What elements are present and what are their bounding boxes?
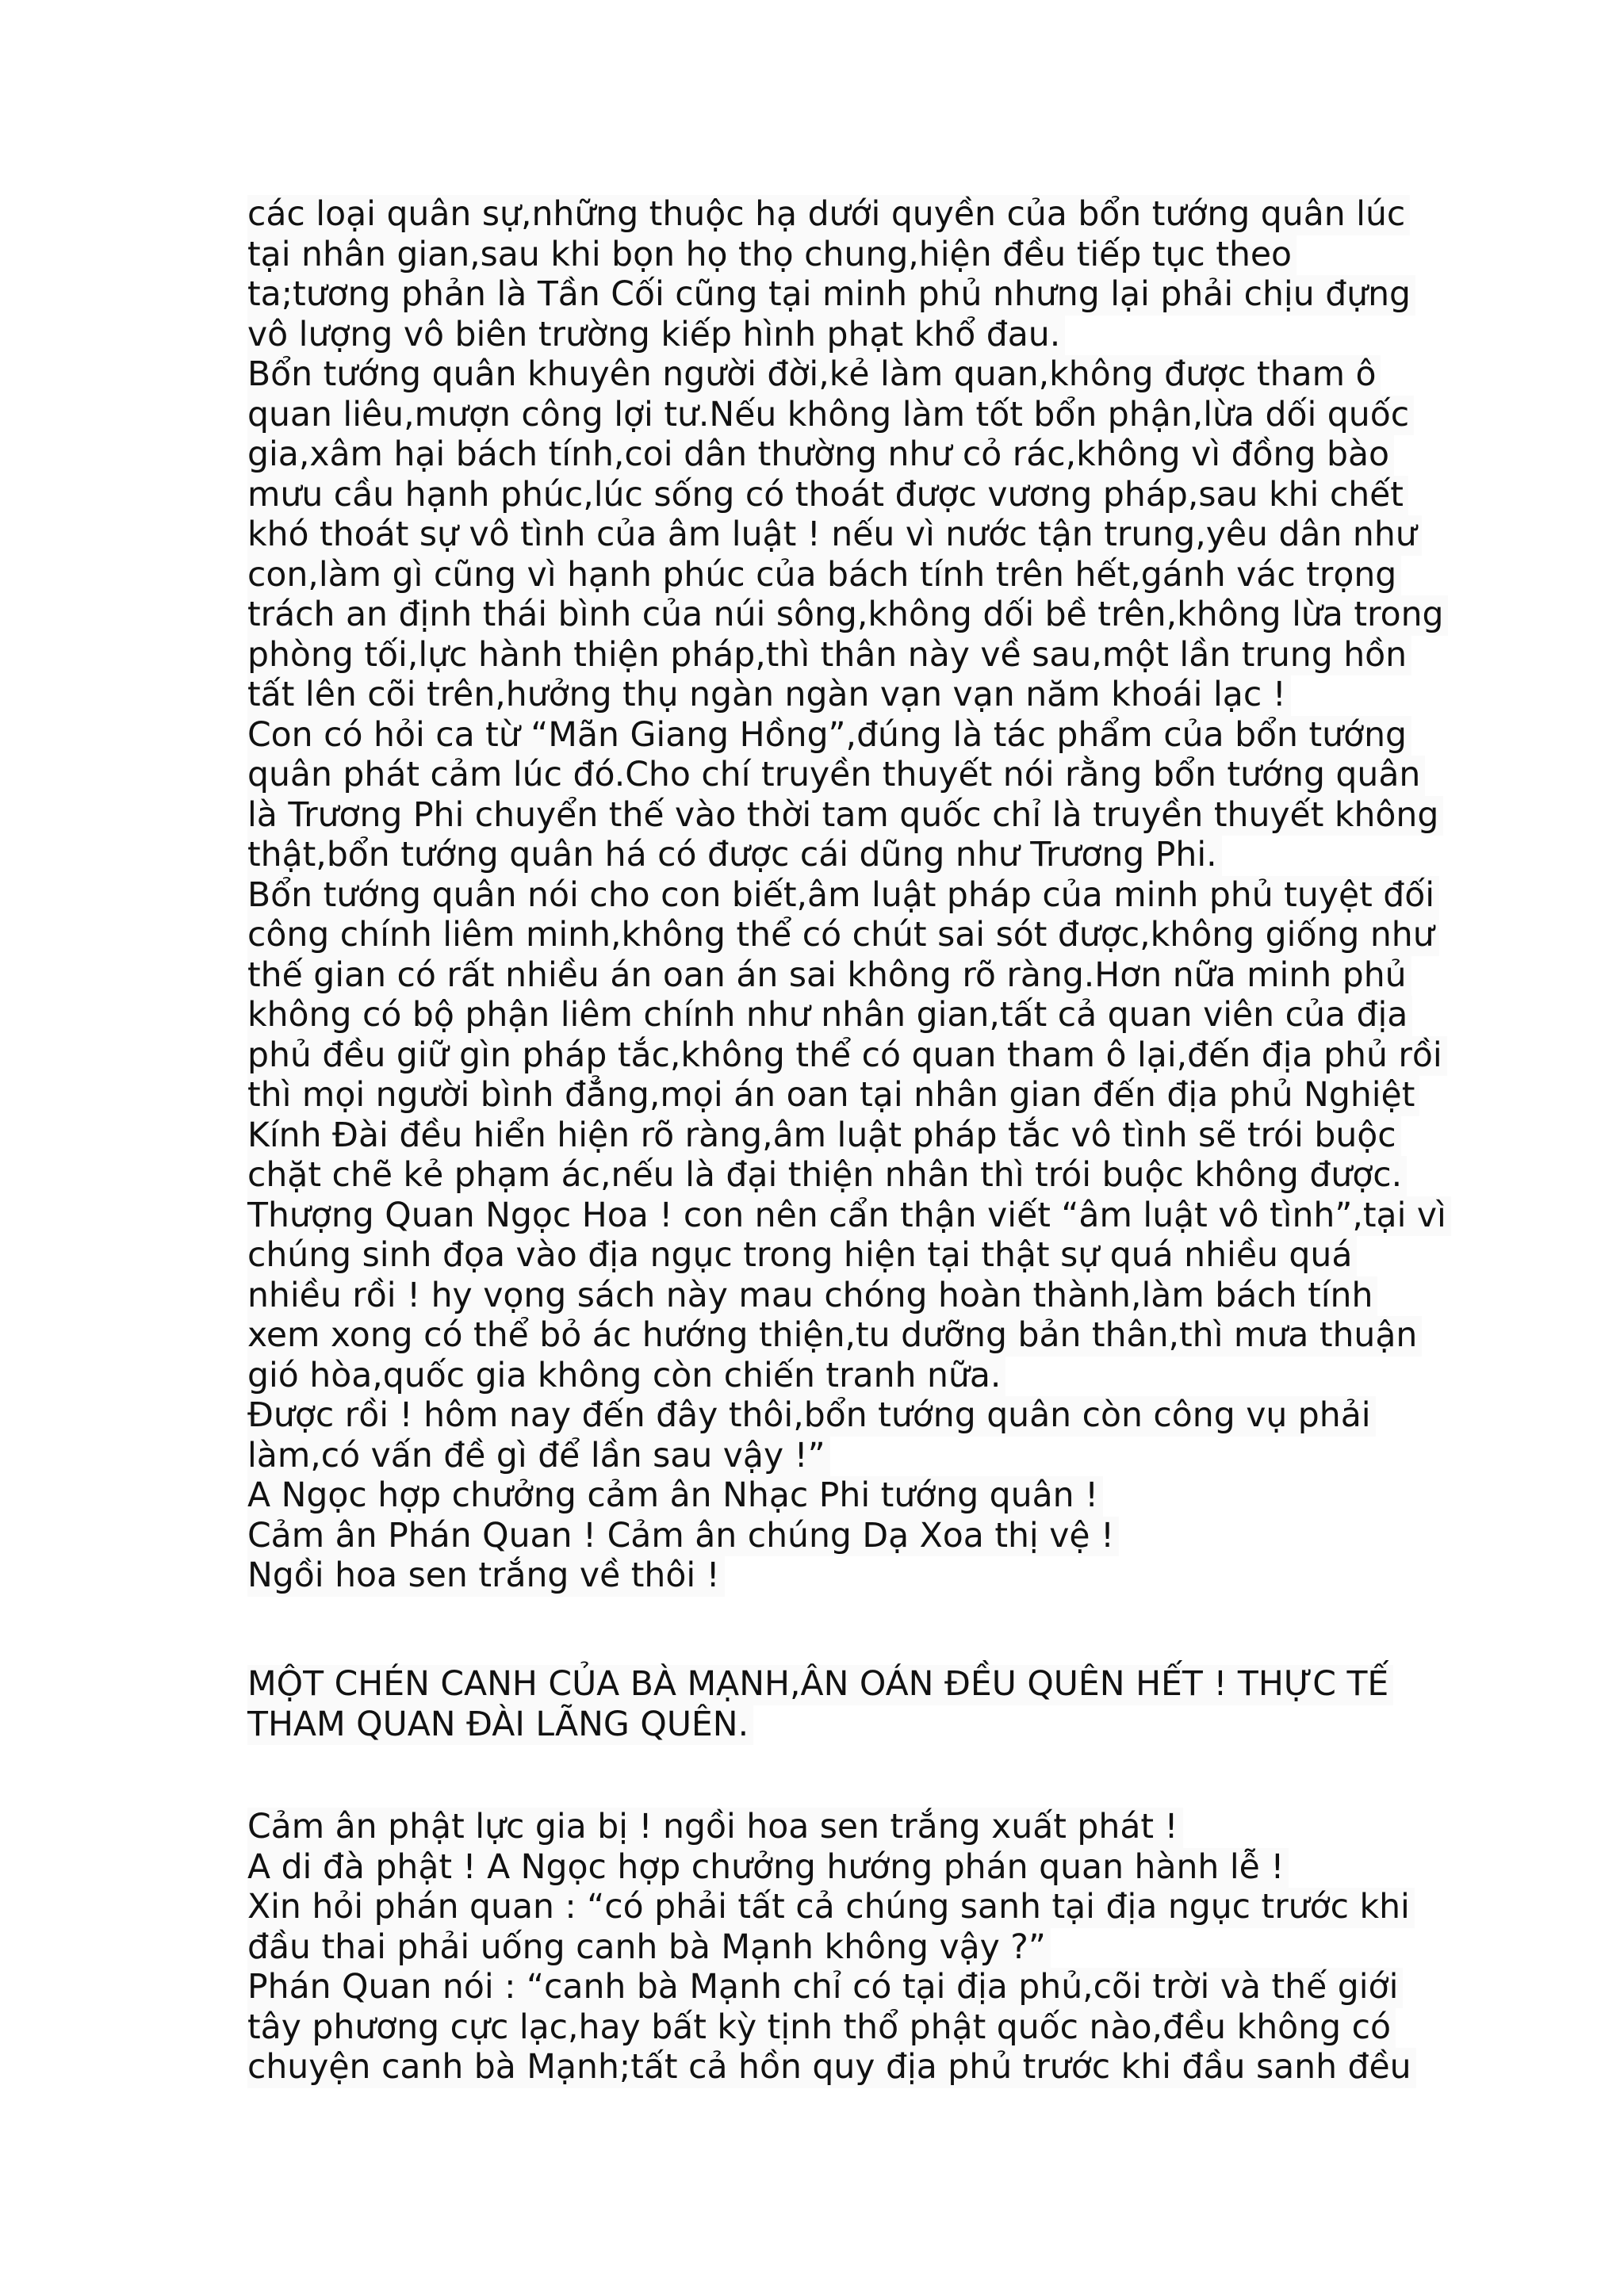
- text-line: Cảm ân phật lực gia bị ! ngồi hoa sen trắng xuất phát !: [247, 1808, 1421, 1848]
- text-line: con,làm gì cũng vì hạnh phúc của bách tính trên hết,gánh vác trọng: [247, 556, 1421, 596]
- text-line: khó thoát sự vô tình của âm luật ! nếu vì nước tận trung,yêu dân như: [247, 515, 1421, 556]
- text-line: Con có hỏi ca từ “Mãn Giang Hồng”,đúng là tác phẩm của bổn tướng: [247, 716, 1421, 756]
- heading-line: MỘT CHÉN CANH CỦA BÀ MẠNH,ÂN OÁN ĐỀU QUÊN HẾT ! THỰC TẾ: [247, 1665, 1421, 1705]
- text-line: A di đà phật ! A Ngọc hợp chưởng hướng phán quan hành lễ !: [247, 1848, 1421, 1888]
- text-line: không có bộ phận liêm chính như nhân gian,tất cả quan viên của địa: [247, 996, 1421, 1036]
- text-line: thế gian có rất nhiều án oan án sai không rõ ràng.Hơn nữa minh phủ: [247, 956, 1421, 997]
- text-line: A Ngọc hợp chưởng cảm ân Nhạc Phi tướng quân !: [247, 1476, 1421, 1517]
- text-line: thì mọi người bình đẳng,mọi án oan tại nhân gian đến địa phủ Nghiệt: [247, 1076, 1421, 1116]
- heading-line: THAM QUAN ĐÀI LÃNG QUÊN.: [247, 1705, 1421, 1746]
- text-line: quân phát cảm lúc đó.Cho chí truyền thuyết nói rằng bổn tướng quân: [247, 756, 1421, 796]
- text-line: tất lên cõi trên,hưởng thụ ngàn ngàn vạn vạn năm khoái lạc !: [247, 675, 1421, 716]
- text-line: tại nhân gian,sau khi bọn họ thọ chung,hiện đều tiếp tục theo: [247, 235, 1421, 276]
- text-line: Kính Đài đều hiển hiện rõ ràng,âm luật pháp tắc vô tình sẽ trói buộc: [247, 1116, 1421, 1157]
- text-line: chuyện canh bà Mạnh;tất cả hồn quy địa phủ trước khi đầu sanh đều: [247, 2048, 1421, 2088]
- text-line: trách an định thái bình của núi sông,không dối bề trên,không lừa trong: [247, 595, 1421, 636]
- text-line: Bổn tướng quân nói cho con biết,âm luật pháp của minh phủ tuyệt đối: [247, 876, 1421, 916]
- text-line: gió hòa,quốc gia không còn chiến tranh nữa.: [247, 1357, 1421, 1397]
- text-line: Bổn tướng quân khuyên người đời,kẻ làm quan,không được tham ô: [247, 355, 1421, 396]
- text-line: Xin hỏi phán quan : “có phải tất cả chúng sanh tại địa ngục trước khi: [247, 1888, 1421, 1928]
- text-line: tây phương cực lạc,hay bất kỳ tịnh thổ phật quốc nào,đều không có: [247, 2008, 1421, 2049]
- text-line: nhiều rồi ! hy vọng sách này mau chóng hoàn thành,làm bách tính: [247, 1276, 1421, 1317]
- text-line: các loại quân sự,những thuộc hạ dưới quyền của bổn tướng quân lúc: [247, 195, 1421, 235]
- section-heading: [247, 1665, 1421, 1745]
- text-line: đầu thai phải uống canh bà Mạnh không vậy ?”: [247, 1928, 1421, 1969]
- text-line: Ngồi hoa sen trắng về thôi !: [247, 1556, 1421, 1597]
- text-line: phủ đều giữ gìn pháp tắc,không thể có quan tham ô lại,đến địa phủ rồi: [247, 1036, 1421, 1077]
- text-line: chúng sinh đọa vào địa ngục trong hiện tại thật sự quá nhiều quá: [247, 1236, 1421, 1276]
- text-line: là Trương Phi chuyển thế vào thời tam quốc chỉ là truyền thuyết không: [247, 796, 1421, 836]
- text-line: xem xong có thể bỏ ác hướng thiện,tu dưỡng bản thân,thì mưa thuận: [247, 1316, 1421, 1357]
- text-line: làm,có vấn đề gì để lần sau vậy !”: [247, 1437, 1421, 1477]
- text-line: quan liêu,mượn công lợi tư.Nếu không làm tốt bổn phận,lừa dối quốc: [247, 396, 1421, 436]
- text-line: ta;tương phản là Tần Cối cũng tại minh phủ nhưng lại phải chịu đựng: [247, 275, 1421, 316]
- text-line: Phán Quan nói : “canh bà Mạnh chỉ có tại địa phủ,cõi trời và thế giới: [247, 1968, 1421, 2008]
- text-line: công chính liêm minh,không thể có chút sai sót được,không giống như: [247, 916, 1421, 956]
- text-line: thật,bổn tướng quân há có được cái dũng như Trương Phi.: [247, 836, 1421, 876]
- text-line: mưu cầu hạnh phúc,lúc sống có thoát được vương pháp,sau khi chết: [247, 476, 1421, 516]
- text-line: phòng tối,lực hành thiện pháp,thì thân này về sau,một lần trung hồn: [247, 636, 1421, 676]
- text-line: vô lượng vô biên trường kiếp hình phạt khổ đau.: [247, 316, 1421, 356]
- text-line: Cảm ân Phán Quan ! Cảm ân chúng Dạ Xoa thị vệ !: [247, 1517, 1421, 1557]
- text-line: Được rồi ! hôm nay đến đây thôi,bổn tướng quân còn công vụ phải: [247, 1396, 1421, 1437]
- text-line: chặt chẽ kẻ phạm ác,nếu là đại thiện nhân thì trói buộc không được.: [247, 1156, 1421, 1196]
- text-line: gia,xâm hại bách tính,coi dân thường như cỏ rác,không vì đồng bào: [247, 435, 1421, 476]
- body-text-section-1: [247, 195, 1446, 1597]
- body-text-section-2: [247, 1808, 1421, 2088]
- text-line: Thượng Quan Ngọc Hoa ! con nên cẩn thận viết “âm luật vô tình”,tại vì: [247, 1196, 1421, 1237]
